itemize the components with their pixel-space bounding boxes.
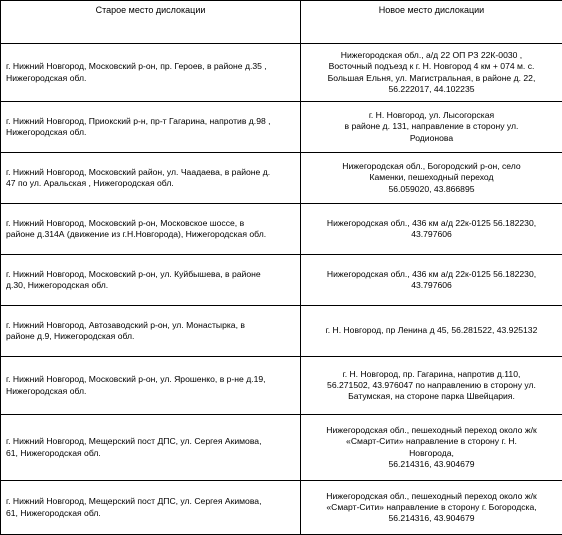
table-row <box>1 357 562 415</box>
old-location-line: г. Нижний Новгород, Мещерский пост ДПС, ул. Сергея Акимова, <box>6 496 295 507</box>
table-row <box>1 153 562 204</box>
table-row <box>1 481 562 535</box>
new-location-line: 56.222017, 44.102235 <box>306 84 557 95</box>
new-location-line: 56.214316, 43.904679 <box>306 459 557 470</box>
table-body <box>1 1 562 535</box>
old-location-cell <box>1 102 301 153</box>
old-location-line: 61, Нижегородская обл. <box>6 448 295 459</box>
table-row <box>1 415 562 481</box>
old-location-line: г. Нижний Новгород, Московский р-он, Московское шоссе, в <box>6 218 295 229</box>
new-location-cell <box>301 357 562 415</box>
new-location-line: Батумская, на стороне парка Швейцария. <box>306 391 557 402</box>
old-location-line: д.30, Нижегородская обл. <box>6 280 295 291</box>
new-location-line: в районе д. 131, направление в сторону ул. <box>306 121 557 132</box>
new-location-line: 56.271502, 43.976047 по направлению в сторону ул. <box>306 380 557 391</box>
old-location-cell <box>1 415 301 481</box>
new-location-line: Восточный подъезд к г. Н. Новгород 4 км + 074 м. с. <box>306 61 557 72</box>
old-location-line: г. Нижний Новгород, Московский р-он, пр. Героев, в районе д.35 , <box>6 61 295 72</box>
old-location-cell <box>1 153 301 204</box>
new-location-cell <box>301 44 562 102</box>
old-location-line: г. Нижний Новгород, Автозаводский р-он, ул. Монастырка, в <box>6 320 295 331</box>
new-location-cell <box>301 306 562 357</box>
new-location-line: Нижегородская обл., пешеходный переход около ж/к <box>306 491 557 502</box>
new-location-line: Родионова <box>306 133 557 144</box>
old-location-line: г. Нижний Новгород, Московский район, ул. Чаадаева, в районе д. <box>6 167 295 178</box>
new-location-line: «Смарт-Сити» направление в сторону г. Богородска, <box>306 502 557 513</box>
old-location-line: районе д.314А (движение из г.Н.Новгорода), Нижегородская обл. <box>6 229 295 240</box>
new-location-cell <box>301 415 562 481</box>
new-location-line: Большая Ельня, ул. Магистральная, в районе д. 22, <box>306 73 557 84</box>
old-location-cell <box>1 255 301 306</box>
old-location-line: 47 по ул. Аральская , Нижегородская обл. <box>6 178 295 189</box>
new-location-line: 56.214316, 43.904679 <box>306 513 557 524</box>
old-location-line: г. Нижний Новгород, Московский р-он, ул. Ярошенко, в р-не д.19, <box>6 374 295 385</box>
new-location-line: 43.797606 <box>306 229 557 240</box>
old-location-cell <box>1 204 301 255</box>
table-row <box>1 102 562 153</box>
new-location-line: Новгорода, <box>306 448 557 459</box>
new-location-cell <box>301 153 562 204</box>
new-location-line: г. Н. Новгород, пр Ленина д 45, 56.281522, 43.925132 <box>306 325 557 336</box>
old-location-cell <box>1 306 301 357</box>
table-row <box>1 255 562 306</box>
old-location-line: районе д.9, Нижегородская обл. <box>6 331 295 342</box>
header-new-location: Новое место дислокации <box>301 1 562 44</box>
new-location-line: г. Н. Новгород, ул. Лысогорская <box>306 110 557 121</box>
new-location-cell <box>301 204 562 255</box>
new-location-cell <box>301 255 562 306</box>
new-location-line: Нижегородская обл., 436 км а/д 22к-0125 56.182230, <box>306 218 557 229</box>
old-location-cell <box>1 481 301 535</box>
old-location-line: г. Нижний Новгород, Мещерский пост ДПС, ул. Сергея Акимова, <box>6 436 295 447</box>
old-location-line: г. Нижний Новгород, Приокский р-н, пр-т Гагарина, напротив д.98 , <box>6 116 295 127</box>
new-location-line: 43.797606 <box>306 280 557 291</box>
old-location-line: Нижегородская обл. <box>6 386 295 397</box>
new-location-cell <box>301 481 562 535</box>
table-row <box>1 306 562 357</box>
new-location-line: 56.059020, 43.866895 <box>306 184 557 195</box>
old-location-cell <box>1 44 301 102</box>
new-location-line: Нижегородская обл., Богородский р-он, село <box>306 161 557 172</box>
new-location-line: Нижегородская обл., пешеходный переход около ж/к <box>306 425 557 436</box>
old-location-line: Нижегородская обл. <box>6 73 295 84</box>
header-row <box>1 1 562 44</box>
new-location-cell <box>301 102 562 153</box>
table-row <box>1 44 562 102</box>
new-location-line: Нижегородская обл., 436 км а/д 22к-0125 56.182230, <box>306 269 557 280</box>
new-location-line: «Смарт-Сити» направление в сторону г. Н. <box>306 436 557 447</box>
table-row <box>1 204 562 255</box>
old-location-line: 61, Нижегородская обл. <box>6 508 295 519</box>
new-location-line: Каменки, пешеходный переход <box>306 172 557 183</box>
new-location-line: г. Н. Новгород, пр. Гагарина, напротив д.110, <box>306 369 557 380</box>
old-location-cell <box>1 357 301 415</box>
new-location-line: Нижегородская обл., а/д 22 ОП РЗ 22К-0030 , <box>306 50 557 61</box>
header-old-location: Старое место дислокации <box>1 1 301 44</box>
old-location-line: г. Нижний Новгород, Московский р-он, ул. Куйбышева, в районе <box>6 269 295 280</box>
old-location-line: Нижегородская обл. <box>6 127 295 138</box>
